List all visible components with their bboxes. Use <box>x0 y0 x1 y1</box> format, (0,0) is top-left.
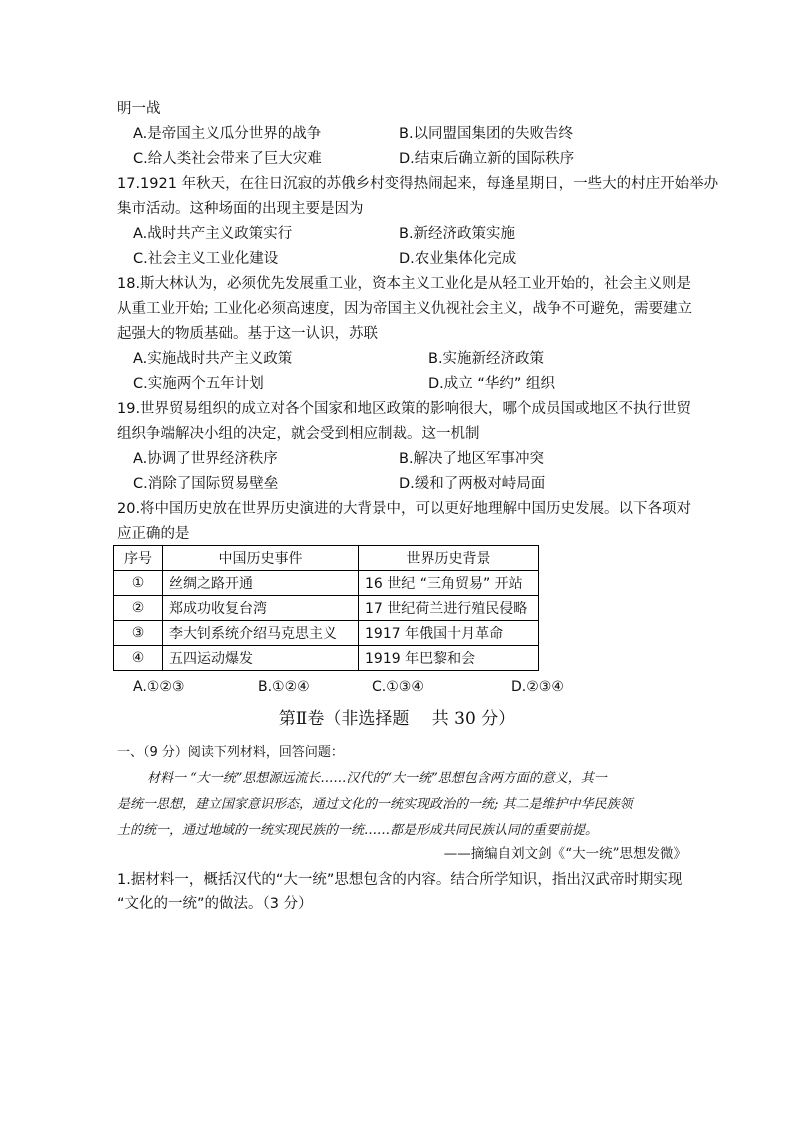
q18-option-d: D.成立 “华约” 组织 <box>428 376 556 392</box>
material-line-3: 土的统一，通过地域的一统实现民族的一统……都是形成共同民族认同的重要前提。 <box>117 823 599 838</box>
sub-question-1-line-1: 1.据材料一，概括汉代的“大一统”思想包含的内容。结合所学知识，指出汉武帝时期实现 <box>117 872 683 888</box>
table-row <box>114 596 539 621</box>
material-source: ——摘编自刘文剑《“大一统”思想发微》 <box>443 846 687 862</box>
table-cell-china-event: 李大钊系统介绍马克思主义 <box>163 621 359 646</box>
q19-stem-line-2: 组织争端解决小组的决定，就会受到相应制裁。这一机制 <box>117 426 480 442</box>
material-line-2: 是统一思想，建立国家意识形态，通过文化的一统实现政治的一统; 其二是维护中华民族领 <box>117 797 633 812</box>
q16-option-a: A.是帝国主义瓜分世界的战争 <box>133 126 322 142</box>
q19-option-d: D.缓和了两极对峙局面 <box>399 476 546 492</box>
q20-option-b: B.①②④ <box>258 679 310 695</box>
q18-stem-line-2: 从重工业开始; 工业化必须高速度，因为帝国主义仇视社会主义，战争不可避免，需要建立 <box>117 301 692 317</box>
table-cell-index: ② <box>114 596 163 621</box>
table-cell-world-background: 1919 年巴黎和会 <box>359 646 539 671</box>
q19-option-a: A.协调了世界经济秩序 <box>133 451 278 467</box>
q20-stem-line-2: 应正确的是 <box>117 526 190 542</box>
part2-question-head: 一、（9 分）阅读下列材料，回答问题： <box>117 745 344 760</box>
table-header-row <box>114 546 539 571</box>
q16-option-b: B.以同盟国集团的失败告终 <box>399 126 574 142</box>
q18-option-c: C.实施两个五年计划 <box>133 376 264 392</box>
q17-stem-line-2: 集市活动。这种场面的出现主要是因为 <box>117 201 364 217</box>
q20-stem-line-1: 20.将中国历史放在世界历史演进的大背景中，可以更好地理解中国历史发展。以下各项对 <box>117 501 692 517</box>
q18-option-a: A.实施战时共产主义政策 <box>133 351 293 367</box>
table-cell-index: ① <box>114 571 163 596</box>
q18-stem-line-1: 18.斯大林认为，必须优先发展重工业，资本主义工业化是从轻工业开始的，社会主义则是 <box>117 276 692 292</box>
q17-option-c: C.社会主义工业化建设 <box>133 251 279 267</box>
q19-stem-line-1: 19.世界贸易组织的成立对各个国家和地区政策的影响很大，哪个成员国或地区不执行世贸 <box>117 401 692 417</box>
table-row <box>114 571 539 596</box>
material-line-1: 材料一 “大一统”思想源远流长……汉代的“大一统”思想包含两方面的意义，其一 <box>147 771 607 786</box>
q16-option-d: D.结束后确立新的国际秩序 <box>399 151 575 167</box>
table-cell-china-event: 丝绸之路开通 <box>163 571 359 596</box>
q20-option-a: A.①②③ <box>133 679 185 695</box>
table-cell-index: ③ <box>114 621 163 646</box>
q16-option-c: C.给人类社会带来了巨大灾难 <box>133 151 322 167</box>
q20-option-c: C.①③④ <box>372 679 424 695</box>
table-cell-world-background: 1917 年俄国十月革命 <box>359 621 539 646</box>
table-header-world-background: 世界历史背景 <box>359 546 539 571</box>
q19-option-c: C.消除了国际贸易壁垒 <box>133 476 279 492</box>
table-header-china-event: 中国历史事件 <box>163 546 359 571</box>
q17-option-d: D.农业集体化完成 <box>399 251 517 267</box>
q20-option-d: D.②③④ <box>511 679 564 695</box>
table-row <box>114 621 539 646</box>
sub-question-1-line-2: “文化的一统”的做法。（3 分） <box>117 896 313 912</box>
table-cell-world-background: 17 世纪荷兰进行殖民侵略 <box>359 596 539 621</box>
table-cell-world-background: 16 世纪 “三角贸易” 开站 <box>359 571 539 596</box>
part2-title: 第Ⅱ卷（非选择题 共 30 分） <box>278 709 516 729</box>
q18-option-b: B.实施新经济政策 <box>428 351 545 367</box>
table-cell-china-event: 郑成功收复台湾 <box>163 596 359 621</box>
q17-option-b: B.新经济政策实施 <box>399 226 516 242</box>
table-row <box>114 646 539 671</box>
q20-events-table <box>113 545 539 671</box>
table-header-index: 序号 <box>114 546 163 571</box>
q18-stem-line-3: 起强大的物质基础。基于这一认识，苏联 <box>117 326 378 342</box>
q16-stem-tail: 明一战 <box>117 101 161 117</box>
q17-option-a: A.战时共产主义政策实行 <box>133 226 293 242</box>
q19-option-b: B.解决了地区军事冲突 <box>399 451 545 467</box>
table-cell-index: ④ <box>114 646 163 671</box>
q17-stem-line-1: 17.1921 年秋天，在往日沉寂的苏俄乡村变得热闹起来，每逢星期日，一些大的村庄开始举办 <box>117 176 719 192</box>
table-cell-china-event: 五四运动爆发 <box>163 646 359 671</box>
